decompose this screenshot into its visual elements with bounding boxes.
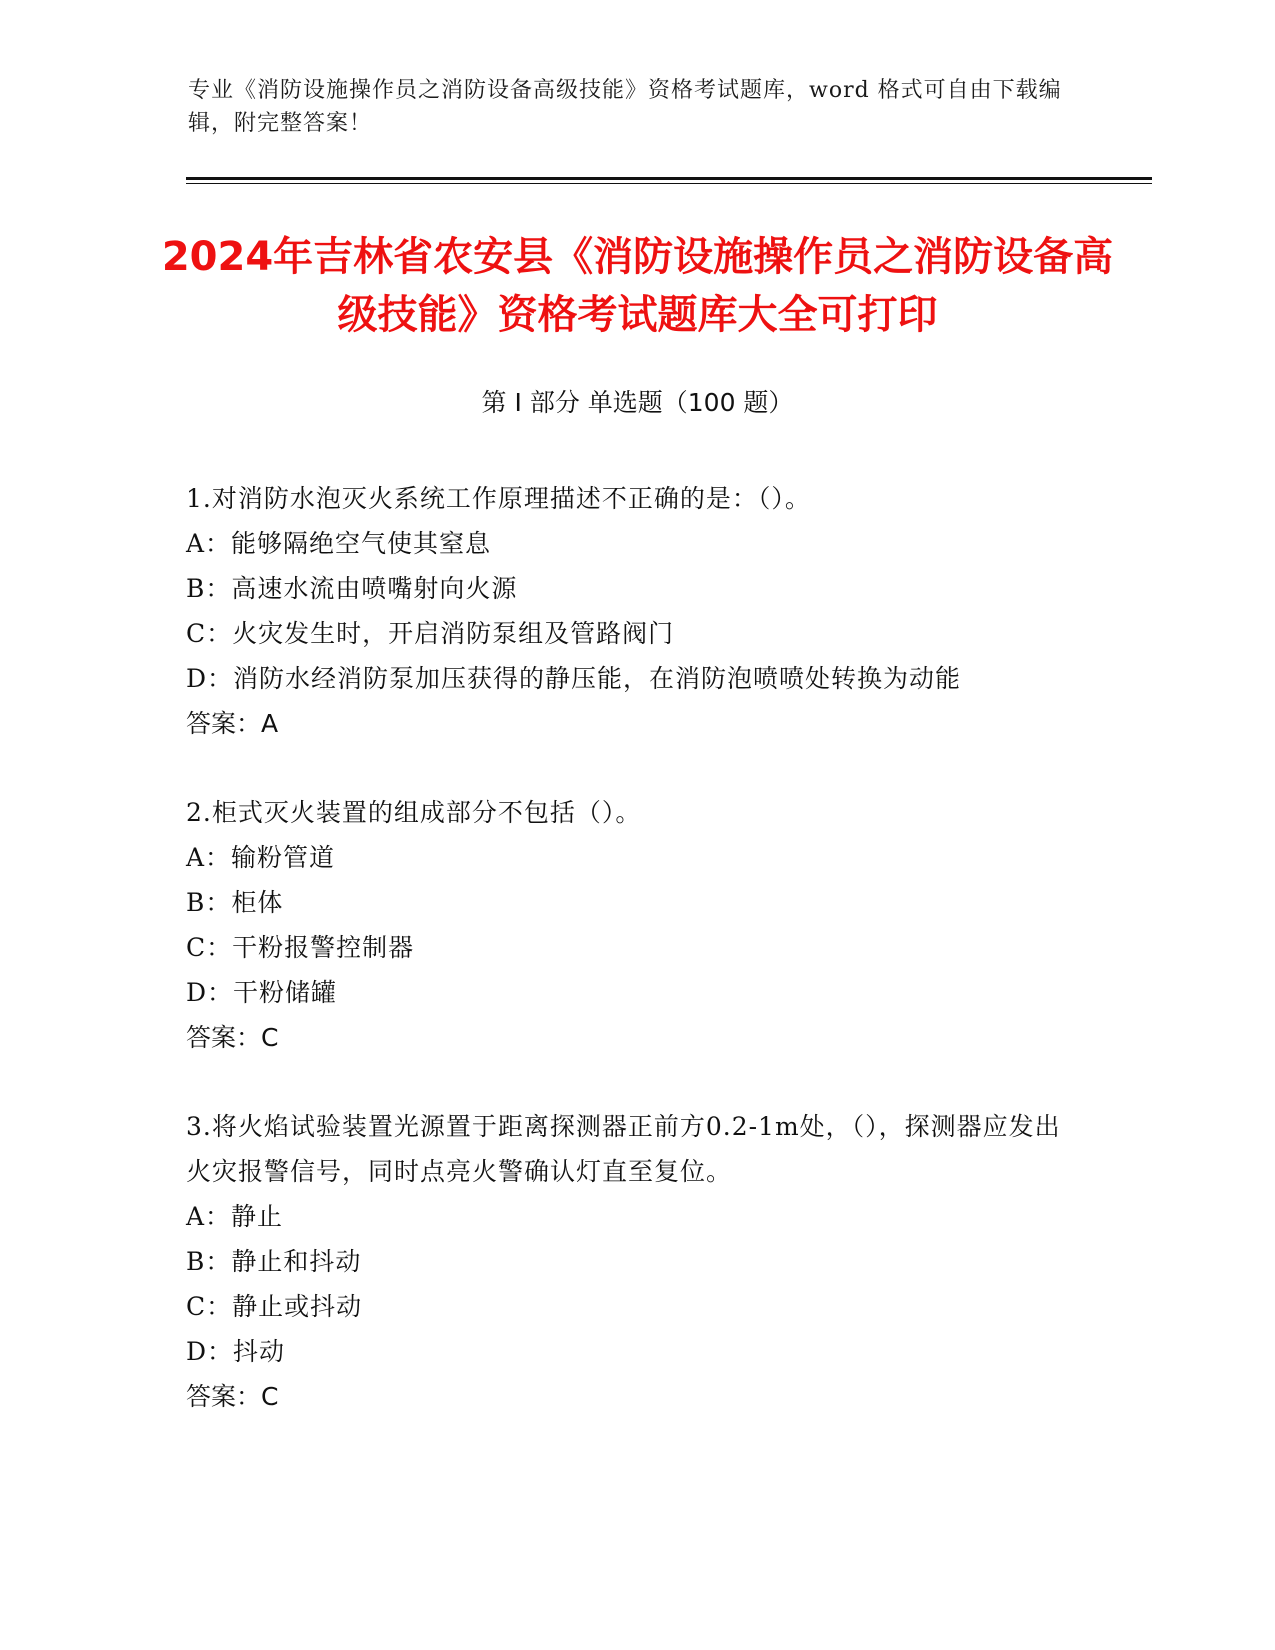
question-1 bbox=[186, 476, 1086, 746]
answer: 答案：C bbox=[186, 1023, 279, 1052]
option-c: C：干粉报警控制器 bbox=[186, 933, 415, 962]
question-list bbox=[186, 476, 1086, 1463]
option-a: A：输粉管道 bbox=[186, 843, 336, 872]
option-d: D：抖动 bbox=[186, 1337, 286, 1366]
question-2 bbox=[186, 790, 1086, 1060]
header-rule-thin bbox=[186, 183, 1152, 184]
option-b: B：静止和抖动 bbox=[186, 1247, 362, 1276]
option-a: A：静止 bbox=[186, 1202, 284, 1231]
option-c: C：静止或抖动 bbox=[186, 1292, 363, 1321]
question-stem: 1.对消防水泡灭火系统工作原理描述不正确的是：（）。 bbox=[186, 484, 811, 513]
option-a: A：能够隔绝空气使其窒息 bbox=[186, 529, 492, 558]
document-title: 2024年吉林省农安县《消防设施操作员之消防设备高级技能》资格考试题库大全可打印 bbox=[161, 234, 1114, 338]
answer: 答案：A bbox=[186, 709, 279, 738]
section-heading: 第 I 部分 单选题（100 题） bbox=[481, 388, 794, 417]
question-stem: 3.将火焰试验装置光源置于距离探测器正前方0.2-1m处，（），探测器应发出火灾报警信号，同时点亮火警确认灯直至复位。 bbox=[186, 1112, 1061, 1186]
question-stem: 2.柜式灭火装置的组成部分不包括（）。 bbox=[186, 798, 642, 827]
option-b: B：高速水流由喷嘴射向火源 bbox=[186, 574, 518, 603]
option-c: C：火灾发生时，开启消防泵组及管路阀门 bbox=[186, 619, 675, 648]
option-d: D：消防水经消防泵加压获得的静压能，在消防泡喷喷处转换为动能 bbox=[186, 664, 962, 693]
header-note: 专业《消防设施操作员之消防设备高级技能》资格考试题库，word 格式可自由下载编辑，附完整答案！ bbox=[188, 78, 1062, 136]
question-3 bbox=[186, 1104, 1086, 1419]
answer: 答案：C bbox=[186, 1382, 279, 1411]
option-b: B：柜体 bbox=[186, 888, 284, 917]
header-rule-thick bbox=[186, 177, 1152, 180]
option-d: D：干粉储罐 bbox=[186, 978, 338, 1007]
